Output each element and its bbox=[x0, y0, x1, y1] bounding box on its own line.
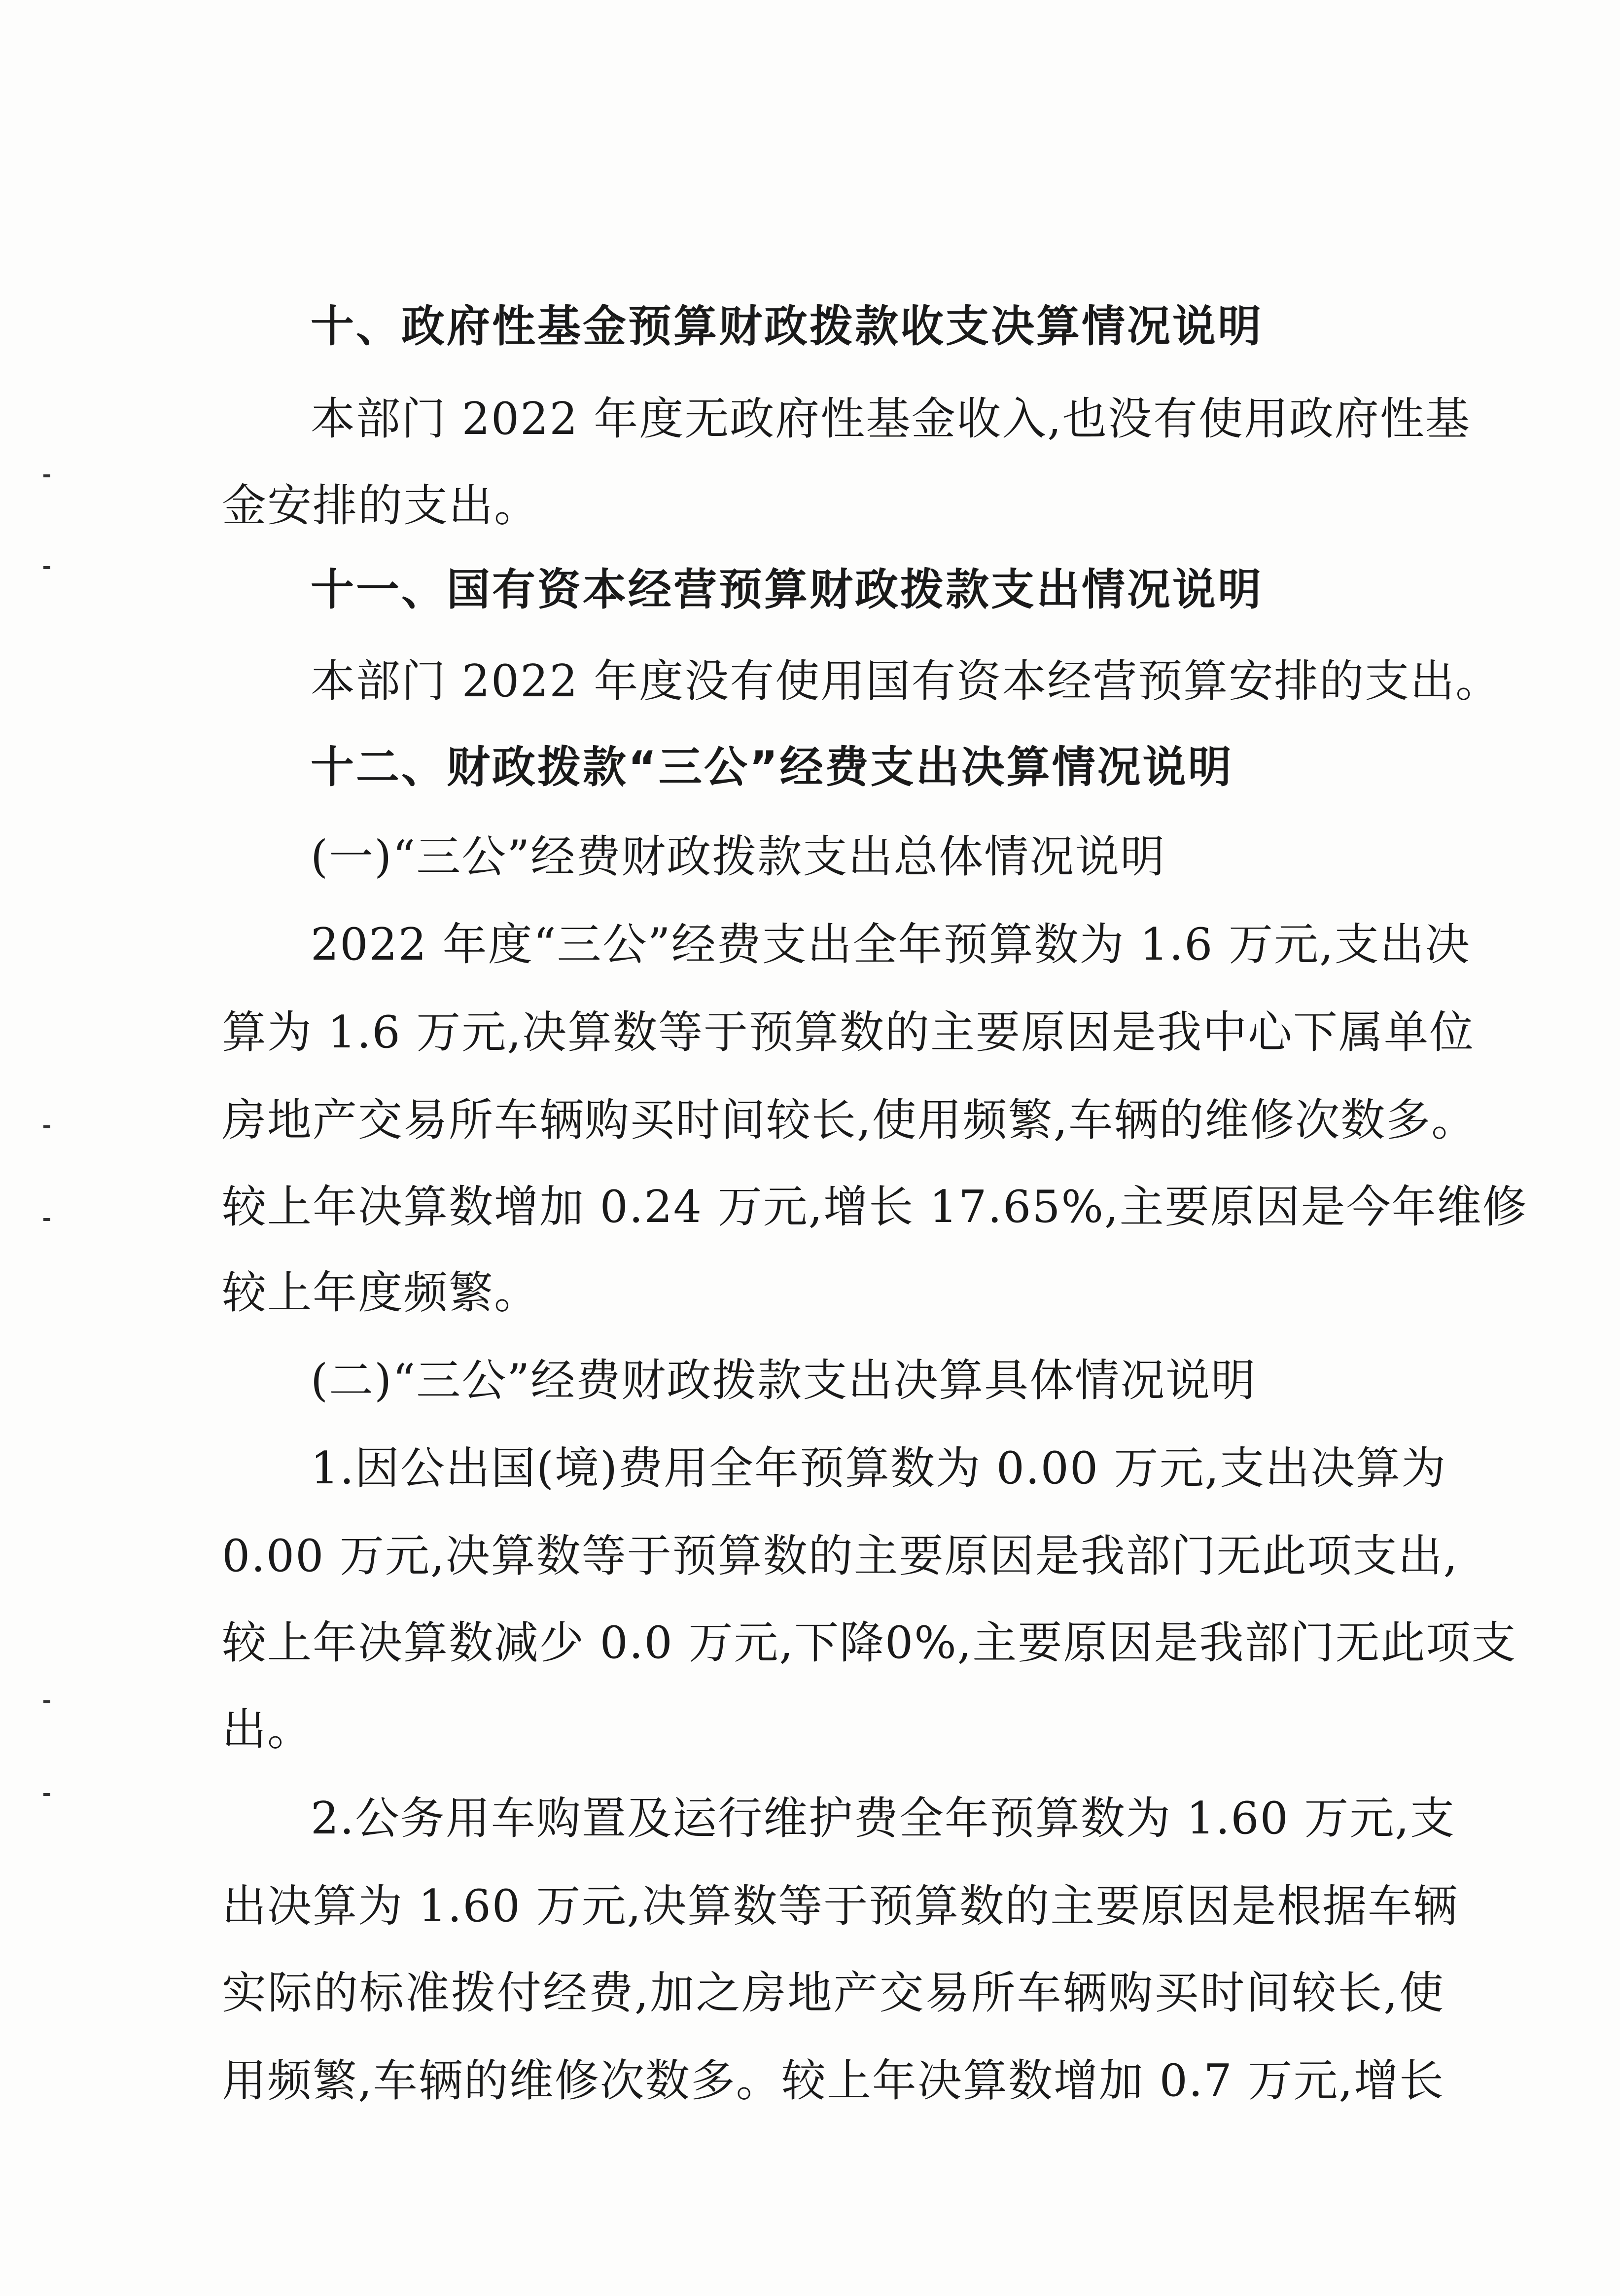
section-11-body-line: 本部门 2022 年度没有使用国有资本经营预算安排的支出。 bbox=[311, 655, 1501, 707]
subsection-2-item-2-line: 2.公务用车购置及运行维护费全年预算数为 1.60 万元,支 bbox=[311, 1793, 1456, 1844]
scan-margin-mark bbox=[43, 1218, 50, 1221]
subsection-2-item-2-line: 实际的标准拨付经费,加之房地产交易所车辆购买时间较长,使 bbox=[222, 1967, 1444, 2019]
section-11-heading: 十一、国有资本经营预算财政拨款支出情况说明 bbox=[311, 564, 1264, 615]
subsection-1-body-line: 较上年决算数增加 0.24 万元,增长 17.65%,主要原因是今年维修 bbox=[222, 1181, 1528, 1233]
section-10-body-line: 金安排的支出。 bbox=[222, 480, 539, 532]
subsection-2-item-1-line: 出。 bbox=[222, 1704, 313, 1756]
subsection-2-item-1-line: 0.00 万元,决算数等于预算数的主要原因是我部门无此项支出, bbox=[222, 1530, 1459, 1582]
subsection-1-title: (一)“三公”经费财政拨款支出总体情况说明 bbox=[311, 831, 1166, 883]
subsection-1-body-line: 房地产交易所车辆购买时间较长,使用频繁,车辆的维修次数多。 bbox=[222, 1094, 1477, 1146]
scan-margin-mark bbox=[43, 566, 50, 569]
scan-margin-mark bbox=[43, 1125, 50, 1128]
subsection-2-title: (二)“三公”经费财政拨款支出决算具体情况说明 bbox=[311, 1355, 1257, 1406]
section-10-body-line: 本部门 2022 年度无政府性基金收入,也没有使用政府性基 bbox=[311, 393, 1471, 445]
subsection-2-item-1-line: 较上年决算数减少 0.0 万元,下降0%,主要原因是我部门无此项支 bbox=[222, 1617, 1517, 1669]
scan-margin-mark bbox=[43, 1793, 50, 1796]
scan-margin-mark bbox=[43, 1700, 50, 1703]
section-10-heading: 十、政府性基金预算财政拨款收支决算情况说明 bbox=[311, 301, 1264, 352]
subsection-1-body-line: 较上年度频繁。 bbox=[222, 1267, 539, 1319]
section-12-heading: 十二、财政拨款“三公”经费支出决算情况说明 bbox=[311, 742, 1233, 792]
subsection-2-item-2-line: 出决算为 1.60 万元,决算数等于预算数的主要原因是根据车辆 bbox=[222, 1880, 1459, 1932]
subsection-1-body-line: 2022 年度“三公”经费支出全年预算数为 1.6 万元,支出决 bbox=[311, 919, 1471, 970]
subsection-1-body-line: 算为 1.6 万元,决算数等于预算数的主要原因是我中心下属单位 bbox=[222, 1006, 1475, 1058]
scan-margin-mark bbox=[43, 474, 50, 477]
subsection-2-item-1-line: 1.因公出国(境)费用全年预算数为 0.00 万元,支出决算为 bbox=[311, 1442, 1447, 1494]
subsection-2-item-2-line: 用频繁,车辆的维修次数多。较上年决算数增加 0.7 万元,增长 bbox=[222, 2055, 1444, 2107]
